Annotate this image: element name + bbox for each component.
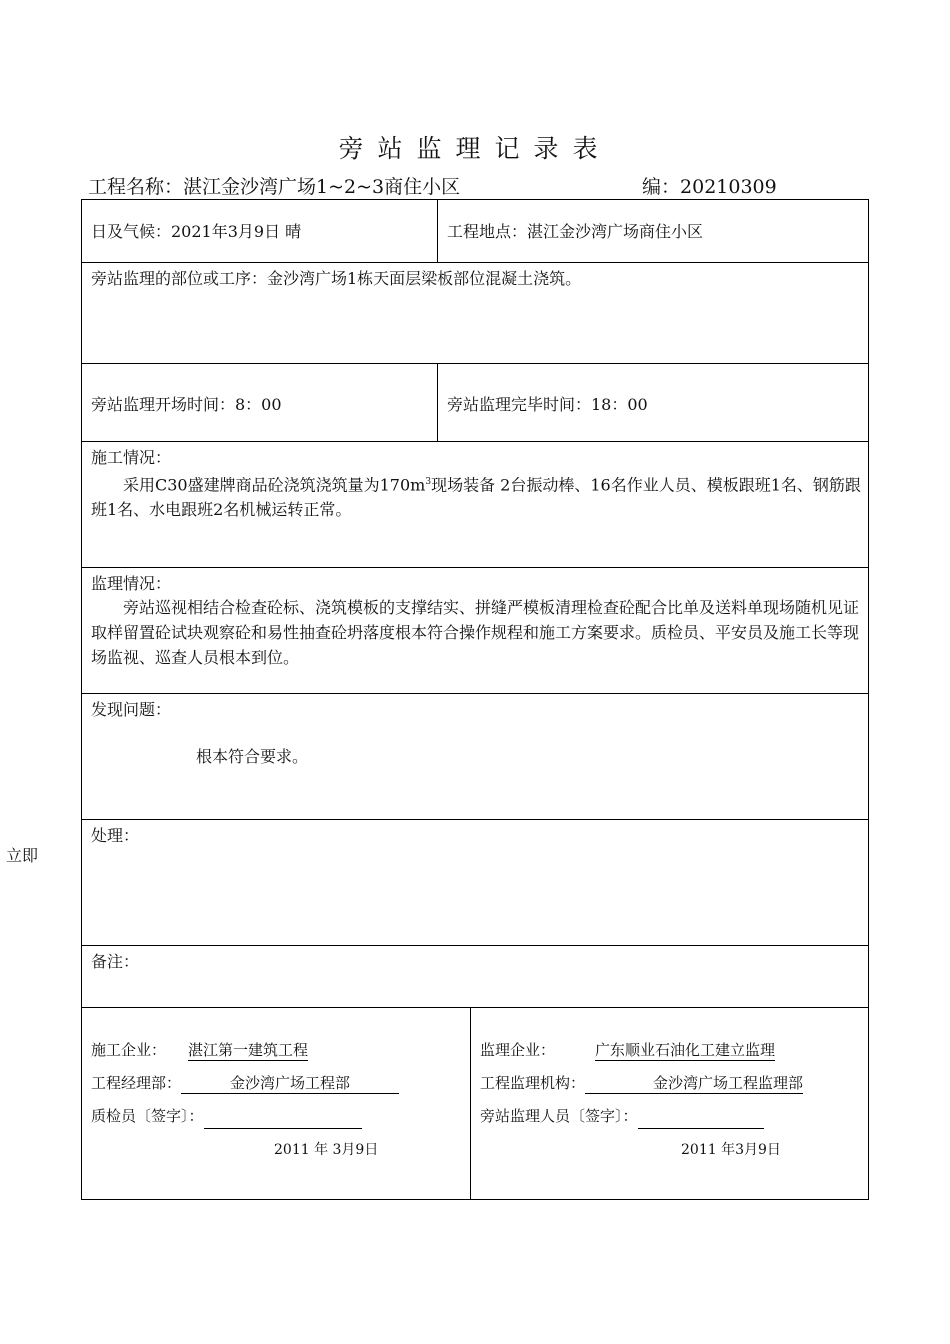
contractor-dept-label: 工程经理部： xyxy=(91,1074,182,1092)
contractor-dept-value: 金沙湾广场工程部 xyxy=(181,1073,399,1094)
project-name xyxy=(88,174,460,200)
remark-cell xyxy=(81,945,869,1008)
project-name-value: 湛江金沙湾广场1~2~3商住小区 xyxy=(183,176,461,198)
record-number xyxy=(642,174,777,200)
project-name-label: 工程名称： xyxy=(88,176,184,198)
remark-label: 备注： xyxy=(91,952,140,971)
supervisor-dept-value: 金沙湾广场工程监理部 xyxy=(585,1073,803,1094)
contractor-dept xyxy=(91,1071,399,1096)
supervision-text: 旁站巡视相结合检查砼标、浇筑模板的支撑结实、拼缝严模板清理检查砼配合比单及送料单现场随机见证取样留置砼试块观察砼和易性抽查砼坍落度根本符合操作规程和施工方案要求。质检员、平安员及施工长等现场监视、巡查人员根本到位。 xyxy=(91,598,860,667)
inspector-label: 质检员〔签字〕： xyxy=(91,1107,204,1125)
record-number-label: 编： xyxy=(642,176,681,198)
supervised-part: 旁站监理的部位或工序：金沙湾广场1栋天面层梁板部位混凝土浇筑。 xyxy=(91,269,582,288)
contractor-company-label: 施工企业： xyxy=(91,1041,167,1059)
start-time-cell xyxy=(81,363,438,442)
construction-text xyxy=(91,470,861,522)
end-time: 旁站监理完毕时间：18：00 xyxy=(447,395,648,414)
inspector-signature xyxy=(91,1104,362,1129)
supervisor-dept-label: 工程监理机构： xyxy=(480,1074,586,1092)
contractor-sign-cell xyxy=(81,1007,471,1200)
handling-label: 处理： xyxy=(91,826,140,845)
construction-text-b: 现场装备 2台振动棒、16名作业人员、模板跟班1名、钢筋跟班1名、水电跟班2名机械运转正常。 xyxy=(91,475,861,520)
side-note: 立即 xyxy=(6,846,39,865)
start-time: 旁站监理开场时间：8：00 xyxy=(91,395,282,414)
location: 工程地点：湛江金沙湾广场商住小区 xyxy=(447,222,704,241)
supervisor-company-value: 广东顺业石油化工建立监理 xyxy=(595,1041,776,1059)
part-cell xyxy=(81,262,869,364)
construction-text-a: 采用C30盛建牌商品砼浇筑浇筑量为170m xyxy=(123,475,426,495)
construction-sup: 3 xyxy=(425,477,432,487)
contractor-company xyxy=(91,1038,308,1063)
contractor-date: 2011 年 3月9日 xyxy=(274,1142,379,1158)
supervisor-date: 2011 年3月9日 xyxy=(681,1142,781,1158)
supervisor-sign-cell xyxy=(470,1007,869,1200)
location-cell xyxy=(437,199,869,263)
handling-cell xyxy=(81,819,869,946)
construction-cell xyxy=(81,441,869,568)
supervisor-signature xyxy=(480,1104,764,1129)
problem-label: 发现问题： xyxy=(91,700,172,719)
inspector-signature-line[interactable] xyxy=(204,1108,362,1129)
problem-cell xyxy=(81,693,869,820)
supervision-cell xyxy=(81,567,869,694)
supervision-label: 监理情况： xyxy=(91,574,172,593)
supervisor-company-label: 监理企业： xyxy=(480,1041,556,1059)
supervisor-person-label: 旁站监理人员〔签字〕： xyxy=(480,1107,638,1125)
supervisor-signature-line[interactable] xyxy=(638,1108,764,1129)
supervisor-dept xyxy=(480,1071,803,1096)
date-weather-cell xyxy=(81,199,438,263)
problem-text: 根本符合要求。 xyxy=(196,747,309,766)
construction-label: 施工情况： xyxy=(91,448,172,467)
form-title: 旁站监理记录表 xyxy=(338,134,612,163)
contractor-company-value: 湛江第一建筑工程 xyxy=(188,1041,309,1059)
date-weather: 日及气候：2021年3月9日 晴 xyxy=(91,222,302,241)
end-time-cell xyxy=(437,363,869,442)
supervisor-company xyxy=(480,1038,775,1063)
record-number-value: 20210309 xyxy=(680,176,777,198)
